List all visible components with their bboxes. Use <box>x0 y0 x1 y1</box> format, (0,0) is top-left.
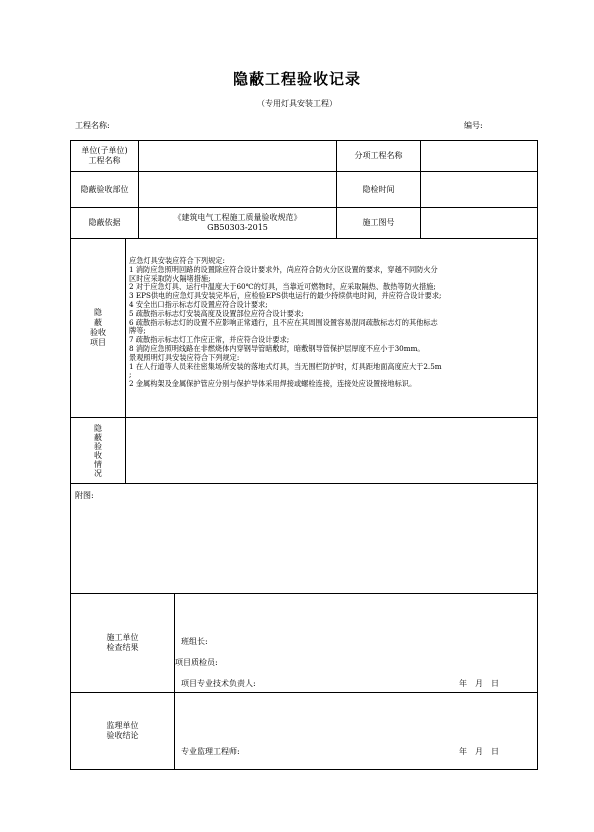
page-title: 隐蔽工程验收记录 <box>232 70 361 88</box>
requirement-line: 6 疏散指示标志灯的设置不应影响正常通行，且不应在其周围设置容易混同疏散标志灯的其他标志 <box>129 317 438 327</box>
hidden-time-value[interactable] <box>421 172 537 207</box>
engineer-label: 专业监理工程师: <box>181 747 240 756</box>
requirement-line: 4 安全出口指示标志灯设置应符合设计要求; <box>129 299 268 309</box>
construction-label: 施工单位 检查结果 <box>106 633 139 652</box>
supervision-date: 年 月 日 <box>459 747 499 756</box>
requirement-line: 8 消防应急照明线路在非燃烧体内穿钢导管暗敷时，暗敷钢导管保护层厚度不应小于30mm。 <box>129 343 425 353</box>
requirement-line: 2 金属构架及金属保护管应分别与保护导体采用焊接或螺栓连接，连接处应设置接地标识。 <box>129 379 417 389</box>
requirement-line: ; <box>129 370 132 380</box>
unit-project-label: 单位(子单位) 工程名称 <box>81 146 128 165</box>
hidden-part-label: 隐蔽验收部位 <box>80 184 129 194</box>
inspector-label: 项目质检员: <box>175 658 218 667</box>
hidden-part-value[interactable] <box>139 172 336 207</box>
drawing-label: 施工图号 <box>362 218 395 227</box>
requirement-line: 7 疏散指示标志灯工作应正常，并应符合设计要求; <box>129 335 290 345</box>
subproject-value[interactable] <box>421 141 537 171</box>
requirement-line: 区时应采取防火隔堵措施; <box>129 273 211 283</box>
tech-lead-label: 项目专业技术负责人: <box>181 679 256 688</box>
page-subtitle: （专用灯具安装工程） <box>257 99 337 108</box>
requirement-line: 1 在人行道等人员来往密集场所安装的落地式灯具，当无围栏防护时，灯具距地面高度应大于2.5m <box>129 361 442 371</box>
requirement-line: 应急灯具安装应符合下列规定: <box>129 256 225 265</box>
unit-project-value[interactable] <box>139 141 336 171</box>
supervision-label: 监理单位 验收结论 <box>106 721 139 740</box>
requirement-line: 5 疏散指示标志灯安装高度及设置部位应符合设计要求; <box>129 308 304 318</box>
basis-value: 《建筑电气工程施工质量验收规范》 GB50303-2015 <box>173 213 302 232</box>
construction-date: 年 月 日 <box>459 679 499 688</box>
requirement-line: 景观照明灯具安装应符合下列规定: <box>129 352 240 362</box>
project-name-label: 工程名称: <box>75 121 110 130</box>
team-leader-label: 班组长: <box>181 637 208 646</box>
requirement-line: 3 EPS供电的应急灯具安装完毕后，应检验EPS供电运行的最少持续供电时间，并应符合设计要求; <box>129 291 442 301</box>
number-label: 编号: <box>464 121 483 130</box>
attachment-label: 附图: <box>75 491 94 500</box>
requirements-list <box>129 257 534 389</box>
situation-value[interactable] <box>126 418 537 483</box>
project-label: 隐 蔽 验收 项目 <box>90 308 106 347</box>
requirement-line: 2 对于应急灯具、运行中温度大于60℃的灯具，当靠近可燃物时，应采取隔热、散热等防火措施; <box>129 282 436 292</box>
drawing-value[interactable] <box>421 208 537 238</box>
requirement-line: 1 消防应急照明回路的设置除应符合设计要求外，尚应符合防火分区设置的要求，穿越不同防火分 <box>129 264 438 274</box>
requirement-line: 牌等; <box>129 326 146 336</box>
hidden-time-label: 隐检时间 <box>362 184 395 194</box>
subproject-label: 分项工程名称 <box>354 151 403 160</box>
basis-label: 隐蔽依据 <box>88 218 121 227</box>
situation-label: 隐 蔽 验 收 情 况 <box>94 423 102 478</box>
inspection-form <box>70 140 538 770</box>
